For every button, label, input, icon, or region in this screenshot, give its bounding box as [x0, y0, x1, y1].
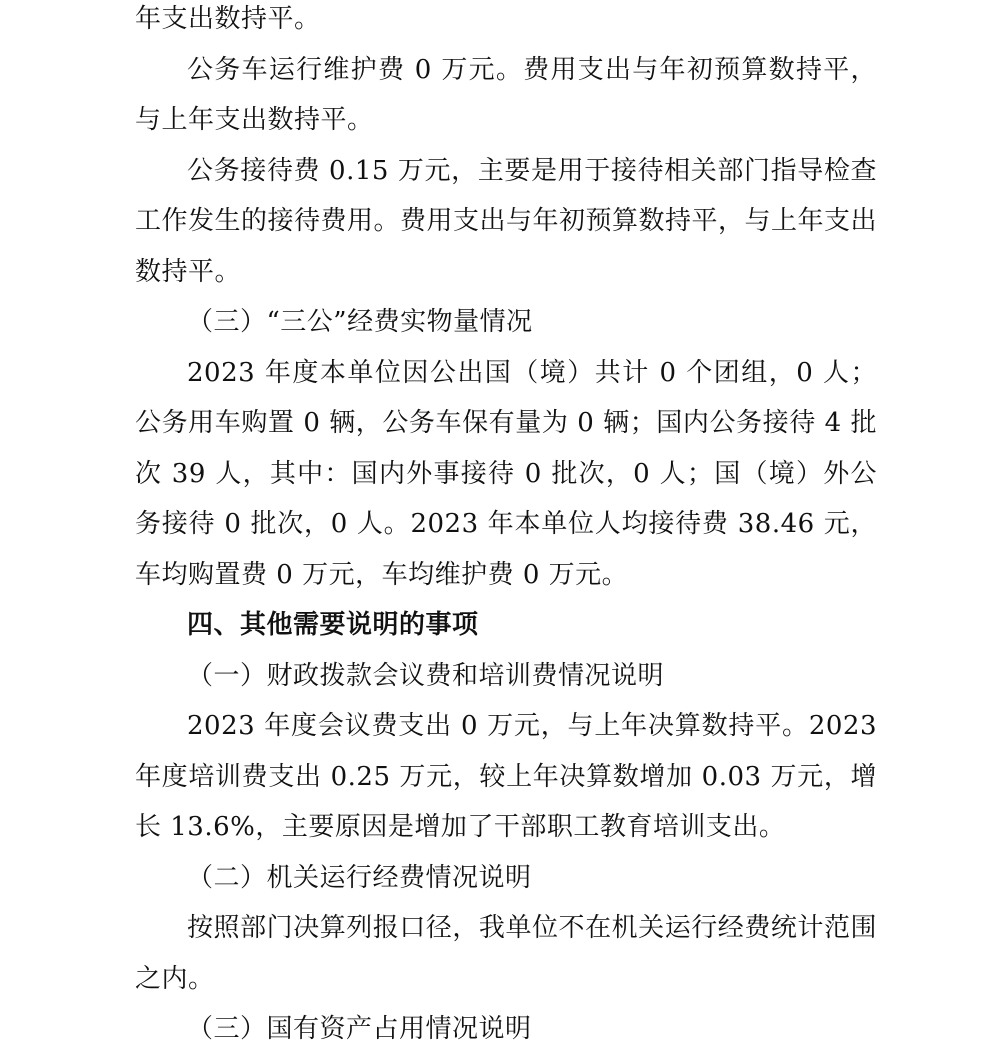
- section-heading-state-assets: （三）国有资产占用情况说明: [187, 1014, 532, 1044]
- paragraph-vehicle-maintenance: 公务车运行维护费 0 万元。费用支出与年初预算数持平，与上年支出数持平。: [135, 54, 877, 135]
- section-heading-operating-expense: （二）机关运行经费情况说明: [187, 862, 532, 893]
- document-body: [135, 0, 877, 1055]
- paragraph-meeting-training: 2023 年度会议费支出 0 万元，与上年决算数持平。2023 年度培训费支出 0.25 万元，较上年决算数增加 0.03 万元，增长 13.6%，主要原因是增加了干部职工教育培训支出。: [135, 711, 877, 842]
- section-heading-meeting-training: （一）财政拨款会议费和培训费情况说明: [187, 660, 665, 691]
- paragraph-operating-expense: 按照部门决算列报口径，我单位不在机关运行经费统计范围之内。: [135, 913, 877, 994]
- paragraph-reception-expense: 公务接待费 0.15 万元，主要是用于接待相关部门指导检查工作发生的接待费用。费用支出与年初预算数持平，与上年支出数持平。: [135, 155, 878, 287]
- paragraph-continuation: 年支出数持平。: [135, 4, 321, 34]
- section-heading-other-matters: 四、其他需要说明的事项: [187, 610, 479, 640]
- section-heading-physical-quantity: （三）“三公”经费实物量情况: [187, 307, 533, 337]
- paragraph-physical-quantity: 2023 年度本单位因公出国（境）共计 0 个团组，0 人；公务用车购置 0 辆，公务车保有量为 0 辆；国内公务接待 4 批次 39 人，其中：国内外事接待 0 批次，0 人；国（境）外公务接待 0 批次，0 人。2023 年本单位人均接待费 38.46 元，车均购置费 0 万元，车均维护费 0 万元。: [135, 357, 877, 590]
